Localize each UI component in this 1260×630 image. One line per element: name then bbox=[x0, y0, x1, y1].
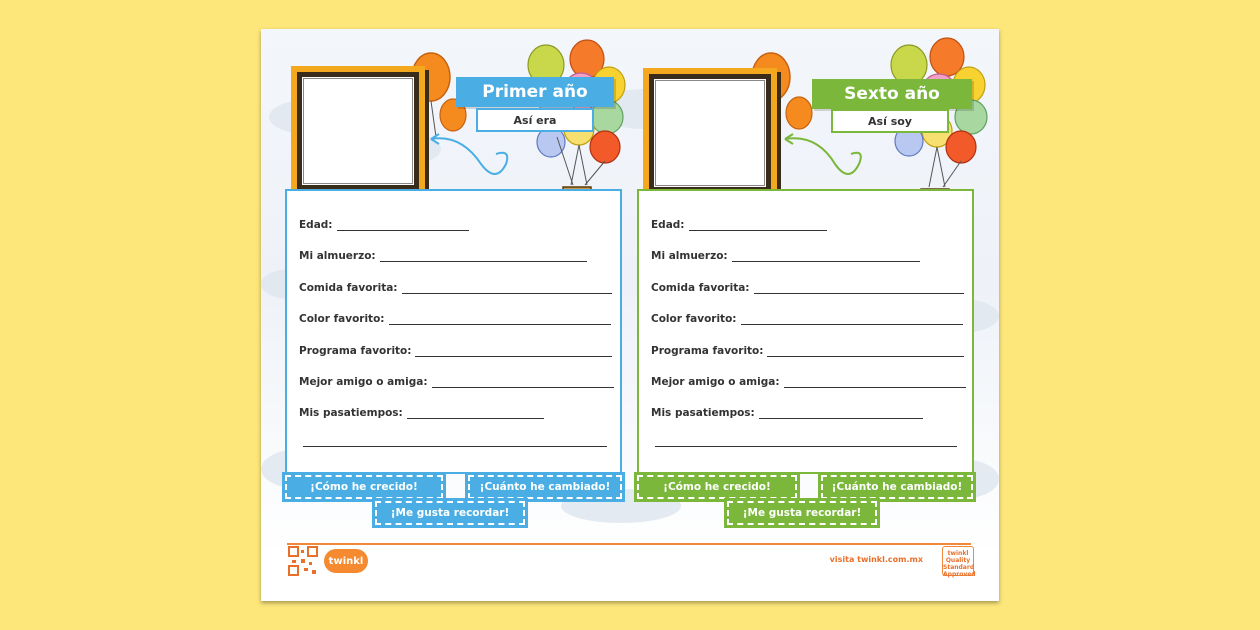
twinkl-logo[interactable]: twinkl bbox=[324, 549, 368, 573]
answer-line[interactable] bbox=[407, 407, 544, 419]
curly-arrow-icon bbox=[421, 124, 521, 184]
tag-changed: ¡Cuánto he cambiado! bbox=[468, 475, 622, 499]
form-box bbox=[637, 189, 974, 474]
answer-line[interactable] bbox=[784, 376, 966, 388]
quality-badge: twinkl Quality Standard Approved bbox=[942, 546, 974, 576]
answer-line[interactable] bbox=[380, 250, 587, 262]
answer-line[interactable] bbox=[402, 282, 612, 294]
tag-grown: ¡Cómo he crecido! bbox=[637, 475, 797, 499]
card-subtitle: Así soy bbox=[831, 109, 949, 133]
card-subtitle: Así era bbox=[476, 108, 594, 132]
answer-line[interactable] bbox=[732, 250, 920, 262]
field-friend: Mejor amigo o amiga: bbox=[651, 372, 966, 388]
answer-line[interactable] bbox=[303, 446, 607, 447]
qr-code-icon bbox=[288, 546, 318, 576]
field-age: Edad: bbox=[651, 215, 827, 231]
worksheet bbox=[261, 29, 999, 601]
footer-divider bbox=[287, 543, 971, 545]
answer-line[interactable] bbox=[754, 282, 964, 294]
field-age: Edad: bbox=[299, 215, 469, 231]
answer-line[interactable] bbox=[432, 376, 614, 388]
field-hobbies: Mis pasatiempos: bbox=[299, 403, 544, 419]
field-show: Programa favorito: bbox=[651, 341, 964, 357]
answer-line[interactable] bbox=[655, 446, 957, 447]
curly-arrow-icon bbox=[777, 124, 877, 184]
answer-line[interactable] bbox=[759, 407, 923, 419]
field-lunch: Mi almuerzo: bbox=[299, 246, 587, 262]
field-food: Comida favorita: bbox=[299, 278, 612, 294]
card-title: Sexto año bbox=[812, 79, 972, 109]
footer-visit-link[interactable]: visita twinkl.com.mx bbox=[829, 555, 923, 564]
answer-line[interactable] bbox=[415, 345, 612, 357]
field-lunch: Mi almuerzo: bbox=[651, 246, 920, 262]
tag-grown: ¡Cómo he crecido! bbox=[285, 475, 443, 499]
tag-changed: ¡Cuánto he cambiado! bbox=[821, 475, 973, 499]
field-color: Color favorito: bbox=[651, 309, 963, 325]
tag-remember: ¡Me gusta recordar! bbox=[727, 501, 877, 525]
answer-line[interactable] bbox=[767, 345, 964, 357]
answer-line[interactable] bbox=[689, 219, 827, 231]
field-friend: Mejor amigo o amiga: bbox=[299, 372, 614, 388]
answer-line[interactable] bbox=[337, 219, 469, 231]
field-show: Programa favorito: bbox=[299, 341, 612, 357]
card-title: Primer año bbox=[456, 77, 614, 107]
field-color: Color favorito: bbox=[299, 309, 611, 325]
photo-frame[interactable] bbox=[643, 68, 777, 198]
answer-line[interactable] bbox=[741, 313, 963, 325]
photo-frame[interactable] bbox=[291, 66, 425, 196]
field-food: Comida favorita: bbox=[651, 278, 964, 294]
form-box bbox=[285, 189, 622, 474]
answer-line[interactable] bbox=[389, 313, 611, 325]
tag-remember: ¡Me gusta recordar! bbox=[375, 501, 525, 525]
field-hobbies: Mis pasatiempos: bbox=[651, 403, 923, 419]
